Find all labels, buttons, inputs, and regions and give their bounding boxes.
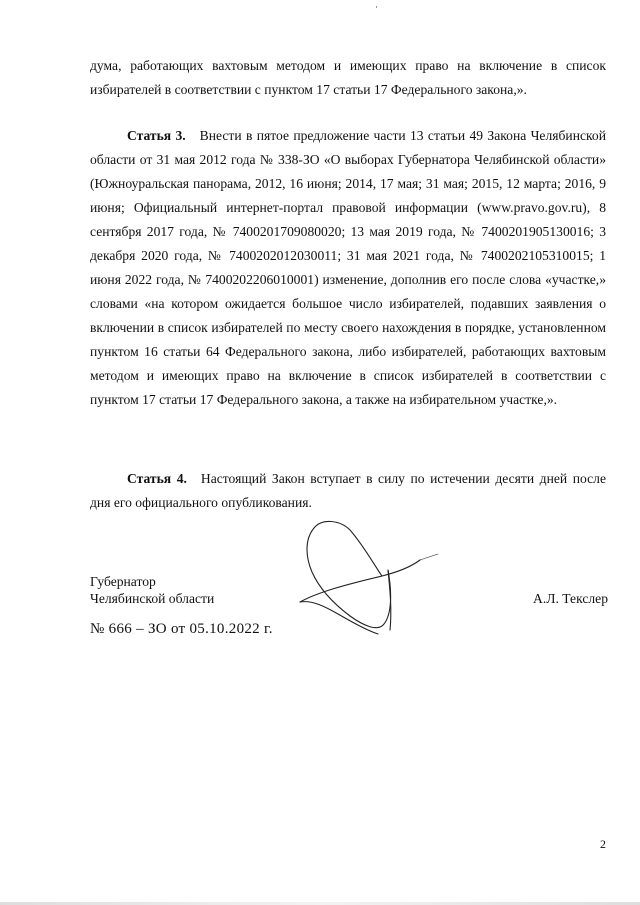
- governor-title-line1: Губернатор: [90, 574, 156, 589]
- article-3-text: Внести в пятое предложение части 13 статьи 49 Закона Челябинской области от 31 мая 2012 года № 338-ЗО «О выборах Губернатора Челябинской области» (Южноуральская панорама, 2012, 16 июня; 2014, 17 мая; 31 мая; 2015, 12 марта; 2016, 9 июня; Официальный интернет-портал правовой информации (www.pravo.gov.ru), 8 сентября 2017 года, № 7400201709080020; 13 мая 2019 года, № 7400201905130016; 3 декабря 2020 года, № 7400202012030011; 31 мая 2021 года, № 7400202105310015; 1 июня 2022 года, № 7400202206010001) изменение, дополнив его после слова «участке,» словами «на котором ожидается большое число избирателей, подавших заявления о включении в список избирателей по месту своего нахождения в порядке, установленном пунктом 16 статьи 64 Федерального закона, либо избирателей, работающих вахтовым методом и имеющих право на включение в список избирателей в соответствии с пунктом 17 статьи 17 Федерального закона, а также на избирательном участке,».: [90, 128, 606, 407]
- article-3-heading: Статья 3.: [127, 128, 186, 143]
- signatory-name: А.Л. Текслер: [533, 591, 608, 606]
- governor-title-line2: Челябинской области: [90, 591, 215, 606]
- article-4-text: Настоящий Закон вступает в силу по истечении десяти дней после дня его официального опубликования.: [90, 471, 606, 510]
- scan-artifact: [376, 6, 377, 8]
- governor-title: [90, 573, 214, 607]
- article-3: [90, 124, 606, 412]
- article-4: [90, 467, 606, 515]
- handwritten-signature: [288, 518, 448, 658]
- page-number: 2: [600, 837, 606, 851]
- document-number: № 666 – ЗО от 05.10.2022 г.: [90, 621, 273, 637]
- paragraph-continuation: дума, работающих вахтовым методом и имеющих право на включение в список избирателей в соответствии с пунктом 17 статьи 17 Федерального закона,».: [90, 58, 606, 97]
- article-4-heading: Статья 4.: [127, 471, 187, 486]
